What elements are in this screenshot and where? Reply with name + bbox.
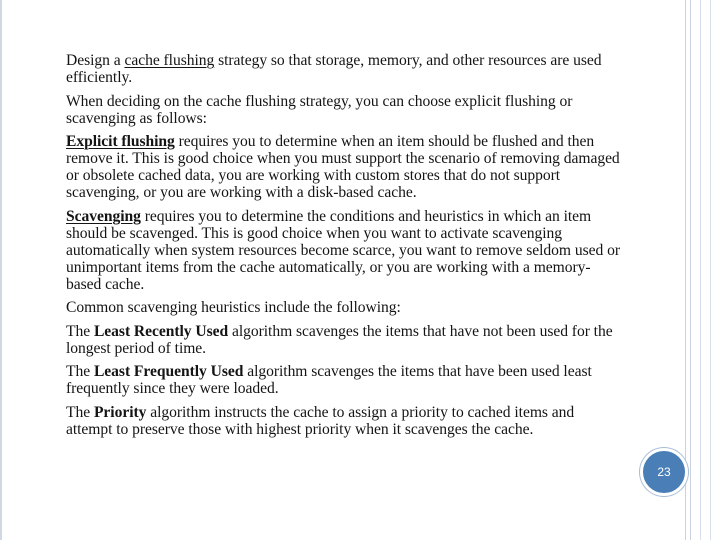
paragraph-explicit-flushing: Explicit flushing requires you to determine when an item should be flushed and then remove it. This is good choice when you must support the scenario of removing damaged or obsolete cached data, you are working with custom stores that do not support scavenging, or you are working with a disk-based cache. (66, 133, 620, 201)
term-scavenging: Scavenging (66, 207, 141, 225)
slide-body (66, 52, 622, 444)
paragraph-least-recently-used: The Least Recently Used algorithm scavenges the items that have not been used for the longest period of time. (66, 322, 613, 357)
term-least-recently-used: Least Recently Used (93, 322, 229, 340)
term-priority: Priority (93, 403, 147, 421)
decorative-rail (690, 0, 691, 540)
term-cache-flushing: cache flushing (124, 52, 215, 69)
paragraph-cache-flushing: Design a cache flushing strategy so that storage, memory, and other resources are used efficiently. (66, 52, 602, 86)
paragraph-least-frequently-used: The Least Frequently Used algorithm scavenges the items that have been used least frequently since they were loaded. (66, 363, 592, 397)
term-explicit-flushing: Explicit flushing (66, 133, 175, 150)
decorative-rail (700, 0, 701, 540)
page-number-badge: 23 (640, 448, 688, 496)
term-least-frequently-used: Least Frequently Used (93, 363, 244, 380)
paragraph-common-heuristics: Common scavenging heuristics include the following: (66, 299, 401, 316)
decorative-rail (710, 0, 711, 540)
decorative-rail (685, 0, 686, 540)
paragraph-priority: The Priority algorithm instructs the cache to assign a priority to cached items and attempt to preserve those with highest priority when it scavenges the cache. (66, 403, 575, 438)
paragraph-choose-strategy: When deciding on the cache flushing strategy, you can choose explicit flushing or scavenging as follows: (66, 92, 573, 127)
paragraph-scavenging: Scavenging requires you to determine the conditions and heuristics in which an item should be scavenged. This is good choice when you want to activate scavenging automatically when system resources become scarce, you want to remove seldom used or unimportant items from the cache automatically, or you are working with a memory-based cache. (66, 207, 620, 293)
